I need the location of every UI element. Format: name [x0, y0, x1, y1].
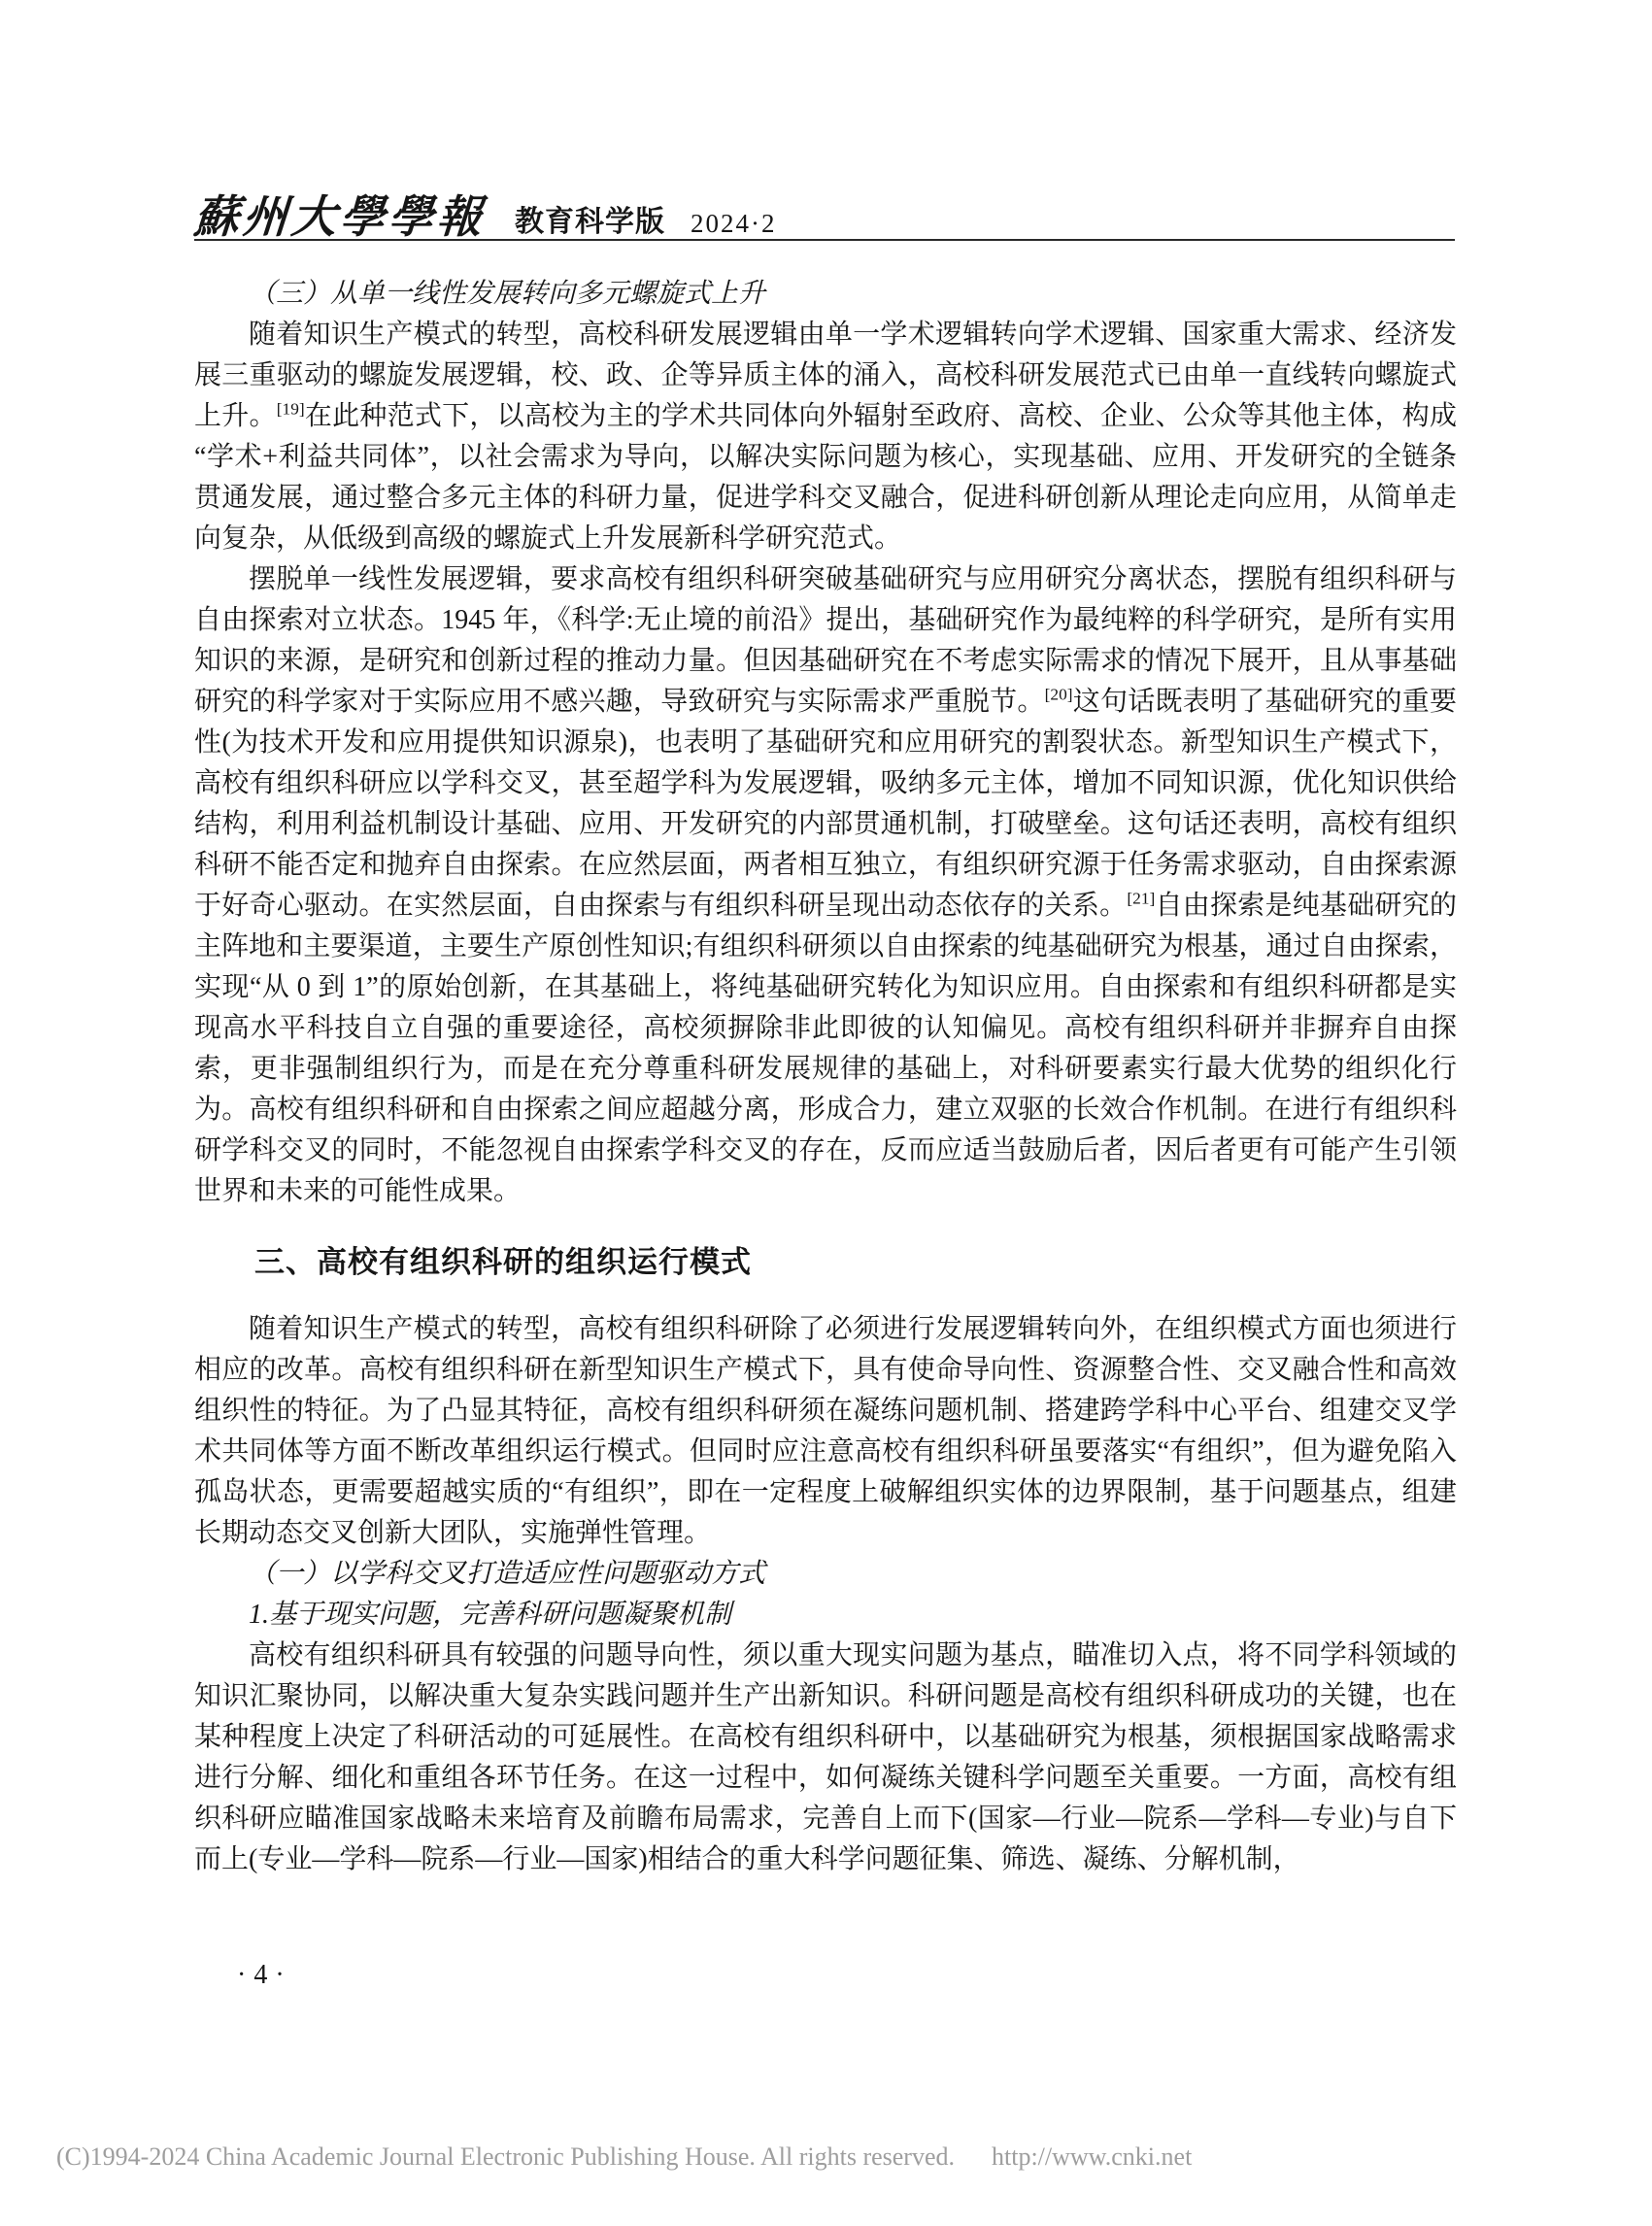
body-paragraph: 随着知识生产模式的转型，高校有组织科研除了必须进行发展逻辑转向外，在组织模式方面也须进行相应的改革。高校有组织科研在新型知识生产模式下，具有使命导向性、资源整合性、交叉融合性和高效组织性的特征。为了凸显其特征，高校有组织科研须在凝练问题机制、搭建跨学科中心平台、组建交叉学术共同体等方面不断改革组织运行模式。但同时应注意高校有组织科研虽要落实“有组织”，但为避免陷入孤岛状态，更需要超越实质的“有组织”，即在一定程度上破解组织实体的边界限制，基于问题基点，组建长期动态交叉创新大团队，实施弹性管理。 — [194, 1314, 1457, 1548]
journal-edition-label: 教育科学版 — [515, 206, 665, 238]
section-heading: 三、高校有组织科研的组织运行模式 — [254, 1245, 752, 1279]
body-paragraph: 高校有组织科研具有较强的问题导向性，须以重大现实问题为基点，瞄准切入点，将不同学科领域的知识汇聚协同，以解决重大复杂实践问题并生产出新知识。科研问题是高校有组织科研成功的关键，也在某种程度上决定了科研活动的可延展性。在高校有组织科研中，以基础研究为根基，须根据国家战略需求进行分解、细化和重组各环节任务。在这一过程中，如何凝练关键科学问题至关重要。一方面，高校有组织科研应瞄准国家战略未来培育及前瞻布局需求，完善自上而下(国家—行业—院系—学科—专业)与自下而上(专业—学科—院系—行业—国家)相结合的重大科学问题征集、筛选、凝练、分解机制， — [194, 1640, 1457, 1874]
num-heading: 1.基于现实问题，完善科研问题凝聚机制 — [249, 1600, 732, 1630]
cnki-url: http://www.cnki.net — [992, 2142, 1193, 2171]
page-number: ·4· — [237, 1960, 292, 1990]
page-header — [194, 186, 1457, 241]
kai-heading: （一）以学科交叉打造适应性问题驱动方式 — [249, 1559, 766, 1589]
body-paragraph: 随着知识生产模式的转型，高校科研发展逻辑由单一学术逻辑转向学术逻辑、国家重大需求、经济发展三重驱动的螺旋发展逻辑，校、政、企等异质主体的涌入，高校科研发展范式已由单一直线转向螺旋式上升。[19]在此种范式下，以高校为主的学术共同体向外辐射至政府、高校、企业、公众等其他主体，构成“学术+利益共同体”，以社会需求为导向，以解决实际问题为核心，实现基础、应用、开发研究的全链条贯通发展，通过整合多元主体的科研力量，促进学科交叉融合，促进科研创新从理论走向应用，从简单走向复杂，从低级到高级的螺旋式上升发展新科学研究范式。 — [194, 320, 1457, 554]
kai-heading: （三）从单一线性发展转向多元螺旋式上升 — [249, 279, 766, 309]
reference-marker: [21] — [1127, 889, 1156, 908]
journal-issue-label: 2024·2 — [691, 209, 777, 238]
reference-marker: [20] — [1044, 685, 1073, 704]
copyright-text: (C)1994-2024 China Academic Journal Electronic Publishing House. All rights reserved. — [56, 2142, 955, 2171]
article-body — [194, 274, 1457, 1880]
page-footer — [56, 2142, 1610, 2172]
reference-marker: [19] — [276, 399, 305, 419]
journal-logo: 蘇州大學學報 — [192, 190, 488, 243]
body-paragraph: 摆脱单一线性发展逻辑，要求高校有组织科研突破基础研究与应用研究分离状态，摆脱有组织科研与自由探索对立状态。1945 年，《科学:无止境的前沿》提出，基础研究作为最纯粹的科学研究，是所有实用知识的来源，是研究和创新过程的推动力量。但因基础研究在不考虑实际需求的情况下展开，且从事基础研究的科学家对于实际应用不感兴趣，导致研究与实际需求严重脱节。[20]这句话既表明了基础研究的重要性(为技术开发和应用提供知识源泉)，也表明了基础研究和应用研究的割裂状态。新型知识生产模式下，高校有组织科研应以学科交叉，甚至超学科为发展逻辑，吸纳多元主体，增加不同知识源，优化知识供给结构，利用利益机制设计基础、应用、开发研究的内部贯通机制，打破壁垒。这句话还表明，高校有组织科研不能否定和抛弃自由探索。在应然层面，两者相互独立，有组织研究源于任务需求驱动，自由探索源于好奇心驱动。在实然层面，自由探索与有组织科研呈现出动态依存的关系。[21]自由探索是纯基础研究的主阵地和主要渠道，主要生产原创性知识;有组织科研须以自由探索的纯基础研究为根基，通过自由探索，实现“从 0 到 1”的原始创新，在其基础上，将纯基础研究转化为知识应用。自由探索和有组织科研都是实现高水平科技自立自强的重要途径，高校须摒除非此即彼的认知偏见。高校有组织科研并非摒弃自由探索，更非强制组织行为，而是在充分尊重科研发展规律的基础上，对科研要素实行最大优势的组织化行为。高校有组织科研和自由探索之间应超越分离，形成合力，建立双驱的长效合作机制。在进行有组织科研学科交叉的同时，不能忽视自由探索学科交叉的存在，反而应适当鼓励后者，因后者更有可能产生引领世界和未来的可能性成果。 — [194, 564, 1457, 1206]
header-divider — [194, 239, 1455, 241]
